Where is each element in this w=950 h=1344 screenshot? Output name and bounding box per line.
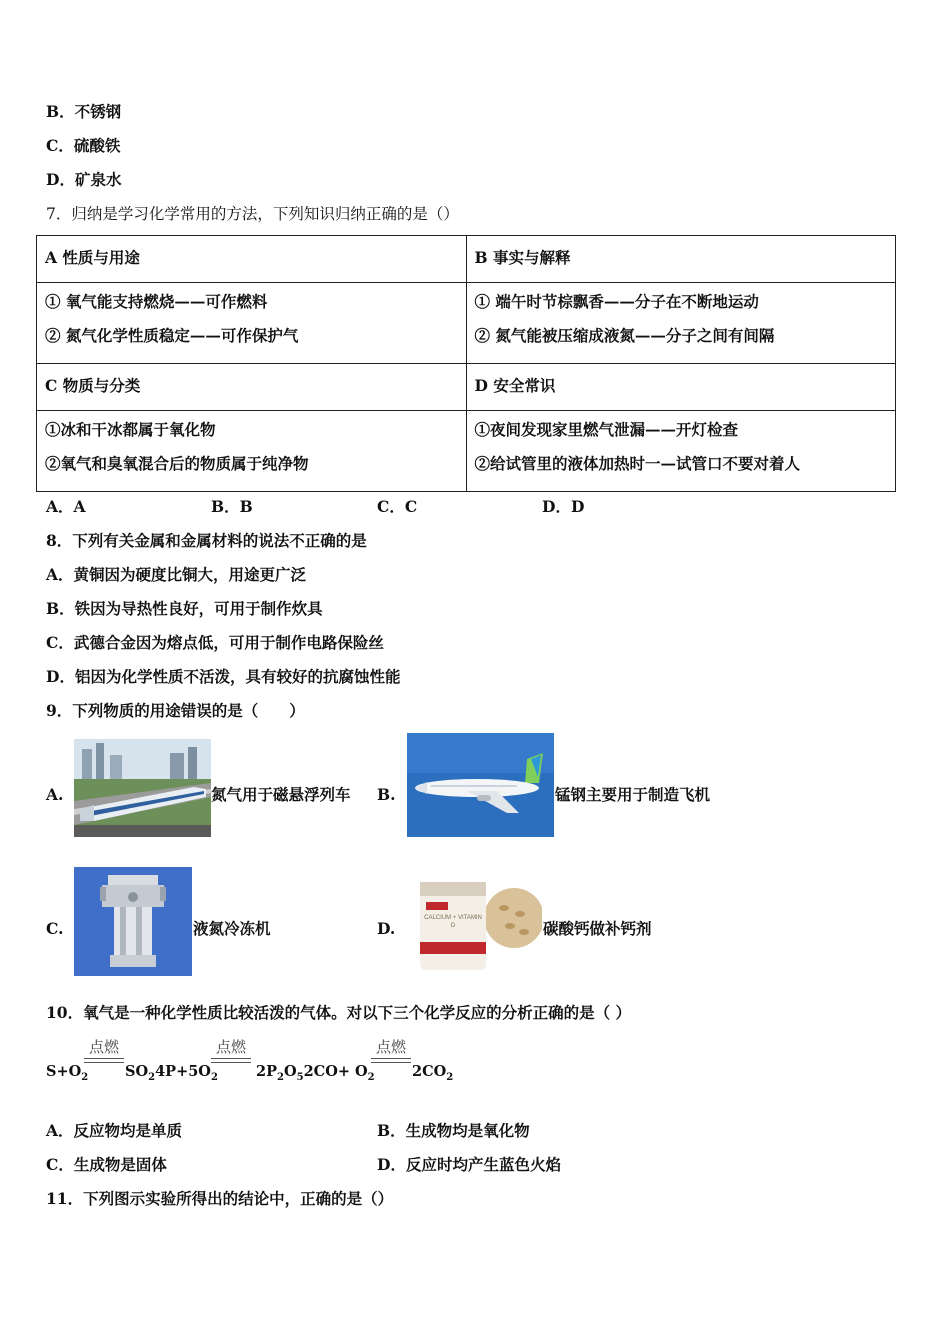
q8-option-d: D．铝因为化学性质不活泼，具有较好的抗腐蚀性能	[46, 667, 401, 686]
q9-stem: 9．下列物质的用途错误的是（ ）	[46, 701, 305, 720]
q9-text-d: 碳酸钙做补钙剂	[543, 919, 652, 938]
q7-option-c: C．C	[377, 497, 418, 516]
b-item-1: ① 端午时节棕飘香——分子在不断地运动	[474, 292, 759, 311]
condition-1: 点燃	[84, 1036, 124, 1063]
q9-label-c: C.	[46, 919, 64, 938]
q10-option-b: B．生成物均是氧化物	[377, 1121, 530, 1140]
q6-option-d: D．矿泉水	[46, 170, 122, 189]
condition-3: 点燃	[371, 1036, 411, 1063]
d-item-1: ①夜间发现家里燃气泄漏——开灯检查	[474, 420, 739, 439]
q8-option-c: C．武德合金因为熔点低，可用于制作电路保险丝	[46, 633, 384, 652]
q10-stem: 10．氧气是一种化学性质比较活泼的气体。对以下三个化学反应的分析正确的是（ ）	[46, 1003, 631, 1022]
q9-text-b: 锰钢主要用于制造飞机	[555, 785, 711, 804]
equation-1-right-2-left: $SO_24P+5O_2$	[125, 1063, 218, 1083]
q7-option-b: B．B	[211, 497, 253, 516]
q10-option-c: C．生成物是固体	[46, 1155, 167, 1174]
q10-option-d: D．反应时均产生蓝色火焰	[377, 1155, 561, 1174]
cell-d-body	[466, 411, 896, 492]
q9-text-c: 液氮冷冻机	[193, 919, 271, 938]
q10-option-a: A．反应物均是单质	[46, 1121, 183, 1140]
cell-a-head: A 性质与用途	[37, 236, 467, 283]
calcium-supplement-image	[416, 878, 542, 974]
q9-label-b: B.	[377, 785, 396, 804]
q11-stem: 11．下列图示实验所得出的结论中，正确的是（）	[46, 1189, 394, 1208]
q9-label-a: A.	[46, 785, 64, 804]
cell-d-head: D 安全常识	[466, 364, 896, 411]
c-item-1: ①冰和干冰都属于氧化物	[45, 420, 216, 439]
airplane-image	[407, 733, 554, 837]
a-item-1: ① 氧气能支持燃烧——可作燃料	[45, 292, 268, 311]
q8-option-a: A．黄铜因为硬度比铜大，用途更广泛	[46, 565, 307, 584]
q7-option-a: A．A	[46, 497, 86, 516]
equation-2-right-3-left: $2P_2O_52CO+ O_2$	[256, 1063, 375, 1083]
q8-option-b: B．铁因为导热性良好，可用于制作炊具	[46, 599, 323, 618]
q6-option-b: B．不锈钢	[46, 102, 122, 121]
bottle-label: CALCIUM + VITAMIN D	[424, 915, 482, 929]
equation-3-right: $2CO_2$	[412, 1063, 454, 1083]
liquid-nitrogen-freezer-image	[74, 867, 192, 976]
c-item-2: ②氧气和臭氧混合后的物质属于纯净物	[45, 454, 309, 473]
q9-label-d: D.	[377, 919, 396, 938]
q6-option-c: C．硫酸铁	[46, 136, 121, 155]
q7-knowledge-table	[36, 235, 896, 492]
cell-c-head: C 物质与分类	[37, 364, 467, 411]
cell-a-body	[37, 283, 467, 364]
q7-option-d: D．D	[542, 497, 585, 516]
q8-stem: 8．下列有关金属和金属材料的说法不正确的是	[46, 531, 367, 550]
cell-b-head: B 事实与解释	[466, 236, 896, 283]
a-item-2: ② 氮气化学性质稳定——可作保护气	[45, 326, 299, 345]
maglev-train-image	[74, 739, 211, 837]
condition-2: 点燃	[211, 1036, 251, 1063]
b-item-2: ② 氮气能被压缩成液氮——分子之间有间隔	[474, 326, 775, 345]
cell-b-body	[466, 283, 896, 364]
q7-stem: 7．归纳是学习化学常用的方法，下列知识归纳正确的是（）	[46, 205, 459, 223]
equation-1-left: $S+O_2$	[46, 1063, 89, 1083]
d-item-2: ②给试管里的液体加热时一—试管口不要对着人	[474, 454, 801, 473]
cell-c-body	[37, 411, 467, 492]
q9-text-a: 氮气用于磁悬浮列车	[211, 785, 351, 804]
